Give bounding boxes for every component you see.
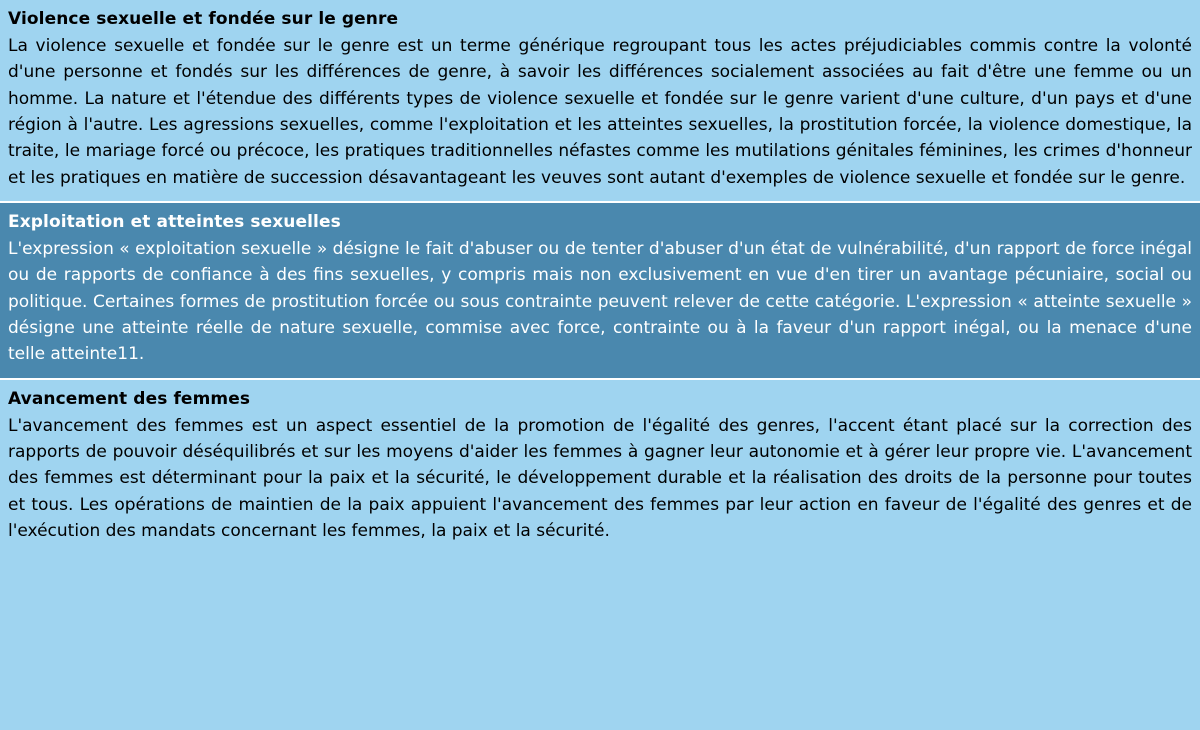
glossary-entry-exploitation-atteintes-sexuelles (0, 203, 1200, 378)
page-bottom-space (0, 554, 1200, 730)
glossary-entry-violence-sexuelle (0, 0, 1200, 201)
entry-title: Avancement des femmes (8, 388, 251, 409)
entry-title: Exploitation et atteintes sexuelles (8, 212, 341, 232)
entry-body: La violence sexuelle et fondée sur le genre est un terme générique regroupant tous les actes préjudiciables commis contre la volonté d'une personne et fondés sur les différences de genre, à savoir les différences socialement associées au fait d'être une femme ou un homme. La nature et l'étendue des différents types de violence sexuelle et fondée sur le genre varient d'une culture, d'un pays et d'une région à l'autre. Les agressions sexuelles, comme l'exploitation et les atteintes sexuelles, la prostitution forcée, la violence domestique, la traite, le mariage forcé ou précoce, les pratiques traditionnelles néfastes comme les mutilations génitales féminines, les crimes d'honneur et les pratiques en matière de succession désavantageant les veuves sont autant d'exemples de violence sexuelle et fondée sur le genre. (8, 35, 1192, 188)
entry-title: Violence sexuelle et fondée sur le genre (8, 9, 399, 29)
entry-body: L'avancement des femmes est un aspect essentiel de la promotion de l'égalité des genres, l'accent étant placé sur la correction des rapports de pouvoir déséquilibrés et sur les moyens d'aider les femmes à gagner leur autonomie et à gérer leur propre vie. L'avancement des femmes est déterminant pour la paix et la sécurité, le développement durable et la réalisation des droits de la personne pour toutes et tous. Les opérations de maintien de la paix appuient l'avancement des femmes par leur action en faveur de l'égalité des genres et de l'exécution des mandats concernant les femmes, la paix et la sécurité. (8, 415, 1192, 541)
entry-body: L'expression « exploitation sexuelle » désigne le fait d'abuser ou de tenter d'abuser d'un état de vulnérabilité, d'un rapport de force inégal ou de rapports de confiance à des fins sexuelles, y compris mais non exclusivement en vue d'en tirer un avantage pécuniaire, social ou politique. Certaines formes de prostitution forcée ou sous contrainte peuvent relever de cette catégorie. L'expression « atteinte sexuelle » désigne une atteinte réelle de nature sexuelle, commise avec force, contrainte ou à la faveur d'un rapport inégal, ou la menace d'une telle atteinte11. (8, 238, 1192, 365)
glossary-entry-avancement-des-femmes (0, 380, 1200, 555)
